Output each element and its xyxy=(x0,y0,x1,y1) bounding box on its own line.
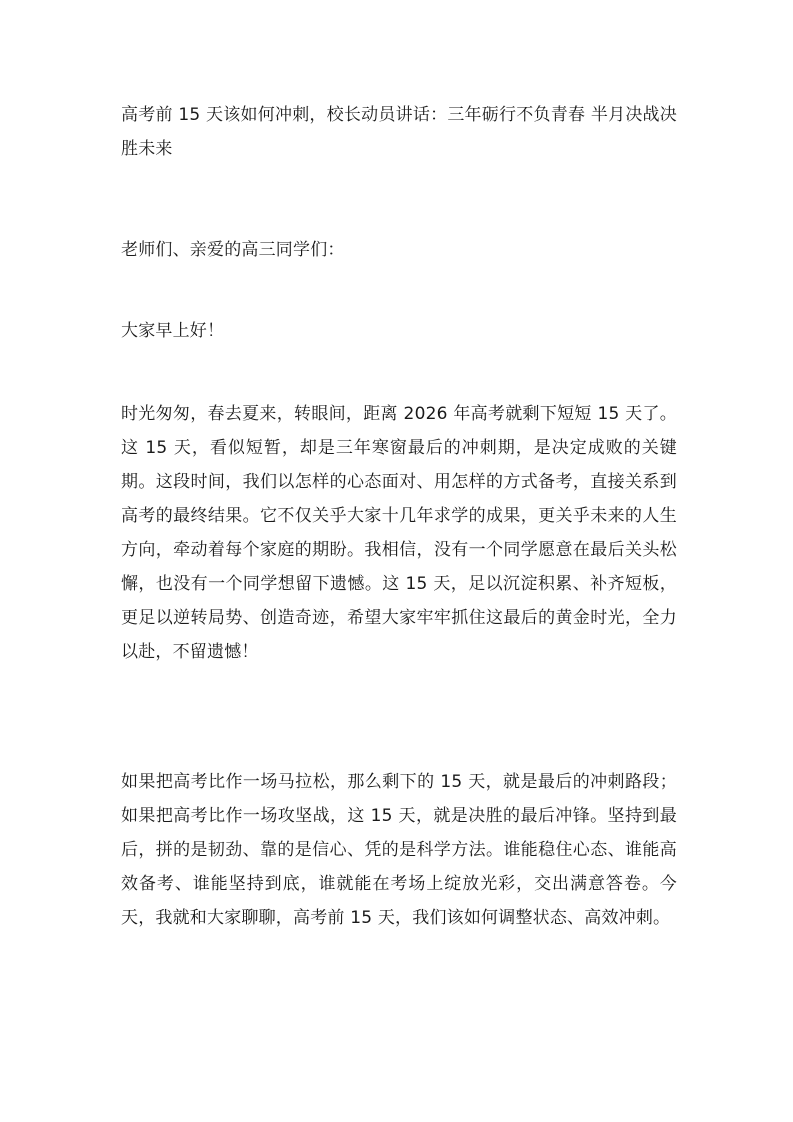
paragraph: 如果把高考比作一场马拉松，那么剩下的 15 天，就是最后的冲刺路段；如果把高考比作一场攻坚战，这 15 天，就是决胜的最后冲锋。坚持到最后，拼的是韧劲、靠的是信心、凭的是科学方法。谁能稳住心态、谁能高效备考、谁能坚持到底，谁就能在考场上绽放光彩，交出满意答卷。今天，我就和大家聊聊，高考前 15 天，我们该如何调整状态、高效冲刺。 xyxy=(121,772,677,928)
document-title: 高考前 15 天该如何冲刺，校长动员讲话：三年砺行不负青春 半月决战决胜未来 xyxy=(121,105,677,159)
salutation: 老师们、亲爱的高三同学们： xyxy=(121,240,345,260)
paragraph: 时光匆匆，春去夏来，转眼间，距离 2026 年高考就剩下短短 15 天了。这 15 天，看似短暂，却是三年寒窗最后的冲刺期，是决定成败的关键期。这段时间，我们以怎样的心态面对、用怎样的方式备考，直接关系到高考的最终结果。它不仅关乎大家十几年求学的成果，更关乎未来的人生方向，牵动着每个家庭的期盼。我相信，没有一个同学愿意在最后关头松懈，也没有一个同学想留下遗憾。这 15 天，足以沉淀积累、补齐短板，更足以逆转局势、创造奇迹，希望大家牢牢抓住这最后的黄金时光，全力以赴，不留遗憾！ xyxy=(121,404,677,662)
greeting: 大家早上好！ xyxy=(121,321,225,341)
